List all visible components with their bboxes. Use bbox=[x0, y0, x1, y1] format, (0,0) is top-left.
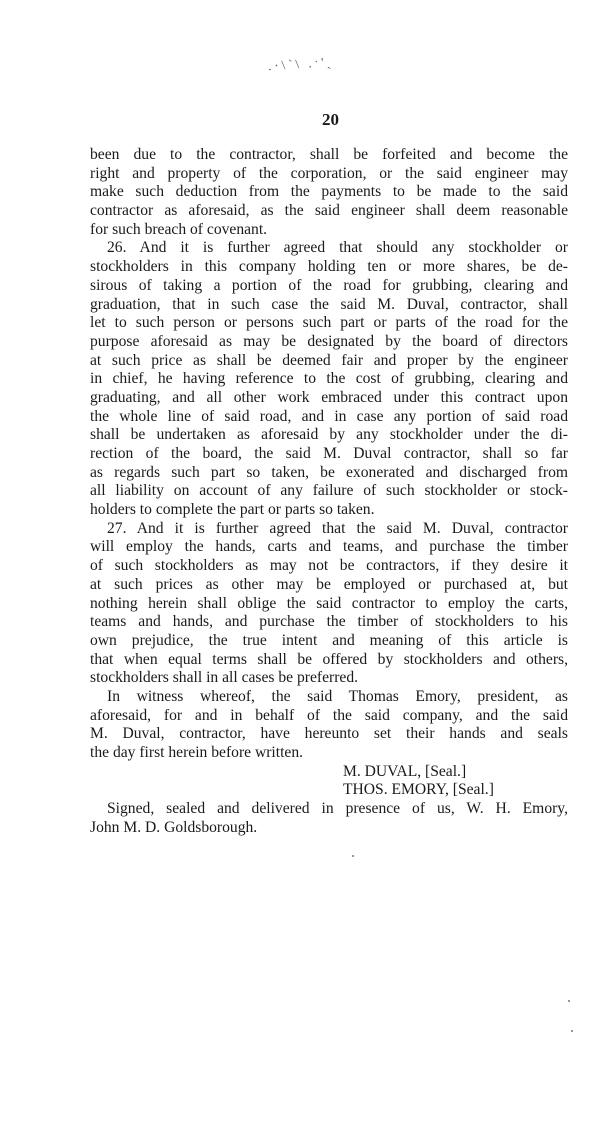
text-line: been due to the contractor, shall be forfeited and become the bbox=[90, 146, 568, 163]
attestation-line: John M. D. Goldsborough. bbox=[90, 818, 258, 836]
signature-line: THOS. EMORY, [Seal.] bbox=[343, 781, 494, 799]
text-line: 26. And it is further agreed that should any stockholder or bbox=[107, 239, 568, 257]
speck bbox=[571, 1030, 573, 1032]
text-line: for such breach of covenant. bbox=[90, 220, 268, 238]
text-line: at such prices as other may be employed or purchased at, but bbox=[90, 575, 568, 593]
text-line: purpose aforesaid as may be designated by the board of directors bbox=[90, 332, 568, 350]
text-line: stockholders shall in all cases be preferred. bbox=[90, 669, 359, 687]
text-line: teams and hands, and purchase the timber of stockholders to his bbox=[90, 613, 568, 631]
text-line: stockholders in this company holding ten or more shares, be de- bbox=[90, 258, 568, 276]
text-line: will employ the hands, carts and teams, and purchase the timber bbox=[90, 538, 568, 556]
text-line: nothing herein shall oblige the said contractor to employ the carts, bbox=[90, 594, 568, 612]
text-line: as regards such part so taken, be exonerated and discharged from bbox=[90, 463, 568, 481]
text-line: contractor as aforesaid, as the said engineer shall deem reasonable bbox=[90, 202, 568, 220]
text-line: shall be undertaken as aforesaid by any stockholder under the di- bbox=[90, 426, 568, 444]
text-line: in chief, he having reference to the cost of grubbing, clearing and bbox=[90, 370, 568, 388]
text-line: rection of the board, the said M. Duval contractor, shall so far bbox=[90, 445, 568, 462]
text-line: right and property of the corporation, or the said engineer may bbox=[90, 164, 568, 182]
text-line: graduation, that in such case the said M. Duval, contractor, shall bbox=[90, 295, 568, 313]
text-line: M. Duval, contractor, have hereunto set their hands and seals bbox=[90, 725, 568, 743]
signature-line: M. DUVAL, [Seal.] bbox=[343, 762, 467, 780]
speck bbox=[568, 1000, 570, 1002]
text-line: the day first herein before written. bbox=[90, 744, 304, 761]
text-line: let to such person or persons such part or parts of the road for the bbox=[90, 314, 568, 332]
text-line: holders to complete the part or parts so taken. bbox=[90, 501, 375, 519]
ink-marks: .·\`\ .ˑ'ˎ bbox=[267, 53, 335, 74]
text-line: In witness whereof, the said Thomas Emory, president, as bbox=[107, 687, 568, 705]
text-line: make such deduction from the payments to be made to the said bbox=[90, 183, 568, 201]
speck bbox=[352, 855, 354, 857]
text-line: aforesaid, for and in behalf of the said company, and the said bbox=[90, 706, 568, 724]
text-line: graduating, and all other work embraced under this contract upon bbox=[90, 388, 568, 406]
text-line: all liability on account of any failure of such stockholder or stock- bbox=[90, 482, 568, 500]
text-line: of such stockholders as may not be contractors, if they desire it bbox=[90, 557, 568, 575]
page-number: 20 bbox=[322, 110, 339, 129]
document-body bbox=[90, 146, 568, 837]
text-line: sirous of taking a portion of the road for grubbing, clearing and bbox=[90, 276, 568, 294]
text-line: at such price as shall be deemed fair and proper by the engineer bbox=[90, 351, 568, 369]
text-line: the whole line of said road, and in case any portion of said road bbox=[90, 407, 568, 425]
text-line: own prejudice, the true intent and meaning of this article is bbox=[90, 631, 568, 649]
text-line: 27. And it is further agreed that the said M. Duval, contractor bbox=[107, 519, 568, 537]
text-line: that when equal terms shall be offered by stockholders and others, bbox=[90, 650, 568, 668]
attestation-line: Signed, sealed and delivered in presence of us, W. H. Emory, bbox=[107, 800, 568, 818]
